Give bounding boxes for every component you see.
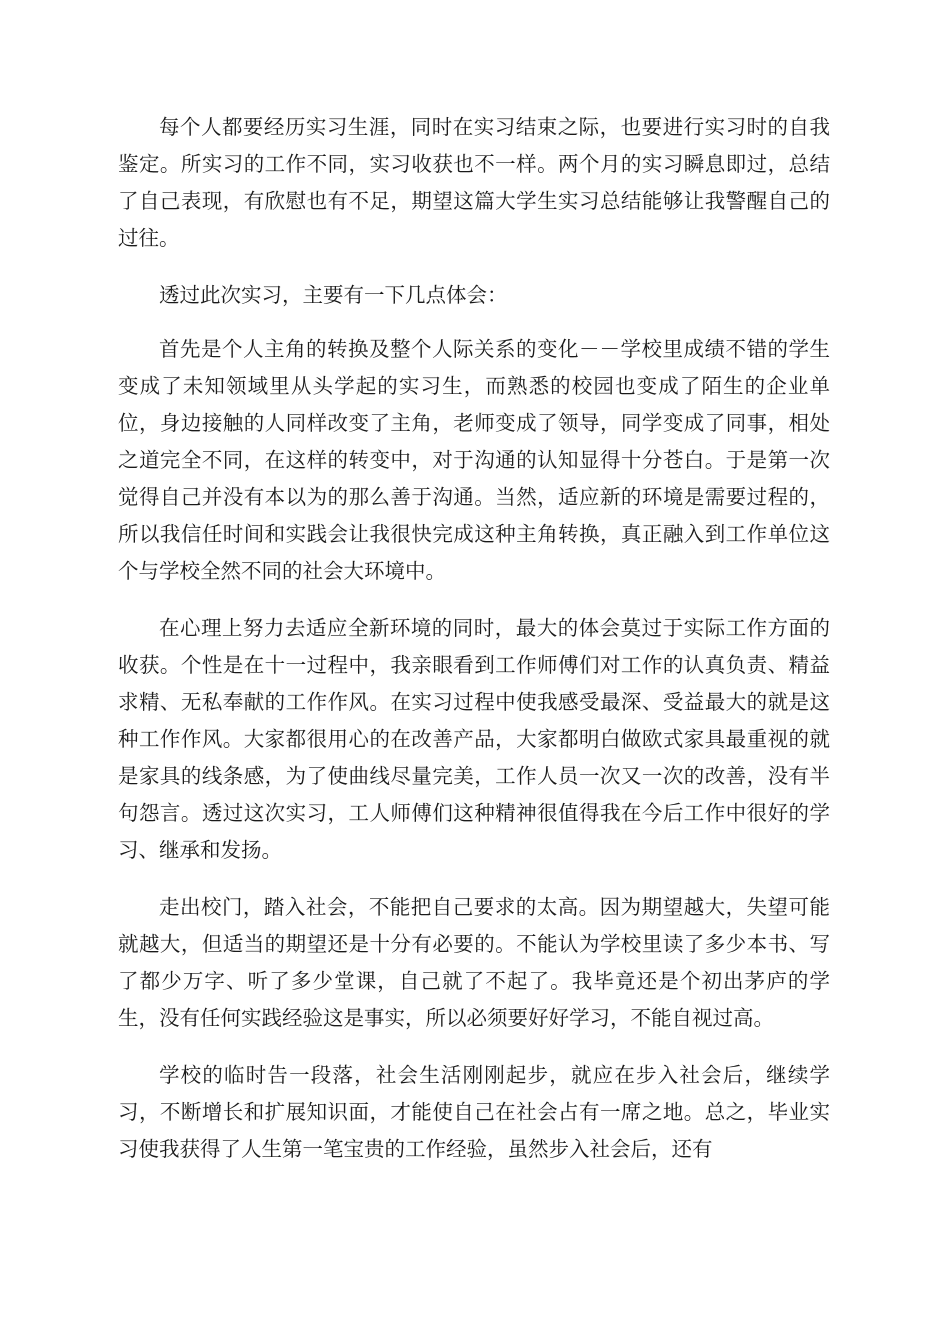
paragraph-intro: 每个人都要经历实习生涯，同时在实习结束之际，也要进行实习时的自我鉴定。所实习的工作不同，实习收获也不一样。两个月的实习瞬息即过，总结了自己表现，有欣慰也有不足，期望这篇大学生实习总结能够让我警醒自己的过往。 bbox=[118, 115, 830, 250]
paragraph-role-change: 首先是个人主角的转换及整个人际关系的变化－－学校里成绩不错的学生变成了未知领域里从头学起的实习生，而熟悉的校园也变成了陌生的企业单位，身边接触的人同样改变了主角，老师变成了领导，同学变成了同事，相处之道完全不同，在这样的转变中，对于沟通的认知显得十分苍白。于是第一次觉得自己并没有本以为的那么善于沟通。当然，适应新的环境是需要过程的，所以我信任时间和实践会让我很快完成这种主角转换，真正融入到工作单位这个与学校全然不同的社会大环境中。 bbox=[118, 337, 830, 583]
paragraph-continued-learning: 学校的临时告一段落，社会生活刚刚起步，就应在步入社会后，继续学习，不断增长和扩展知识面，才能使自己在社会占有一席之地。总之，毕业实习使我获得了人生第一笔宝贵的工作经验，虽然步入社会后，还有 bbox=[118, 1063, 830, 1161]
paragraph-work-attitude: 在心理上努力去适应全新环境的同时，最大的体会莫过于实际工作方面的收获。个性是在十一过程中，我亲眼看到工作师傅们对工作的认真负责、精益求精、无私奉献的工作作风。在实习过程中使我感受最深、受益最大的就是这种工作作风。大家都很用心的在改善产品，大家都明白做欧式家具最重视的就是家具的线条感，为了使曲线尽量完美，工作人员一次又一次的改善，没有半句怨言。透过这次实习，工人师傅们这种精神很值得我在今后工作中很好的学习、继承和发扬。 bbox=[118, 616, 830, 862]
paragraph-expectations: 走出校门，踏入社会，不能把自己要求的太高。因为期望越大，失望可能就越大，但适当的期望还是十分有必要的。不能认为学校里读了多少本书、写了都少万字、听了多少堂课，自己就了不起了。我毕竟还是个初出茅庐的学生，没有任何实践经验这是事实，所以必须要好好学习，不能自视过高。 bbox=[118, 895, 830, 1030]
document-body bbox=[118, 109, 830, 1168]
paragraph-experience-heading: 透过此次实习，主要有一下几点体会： bbox=[159, 283, 508, 307]
